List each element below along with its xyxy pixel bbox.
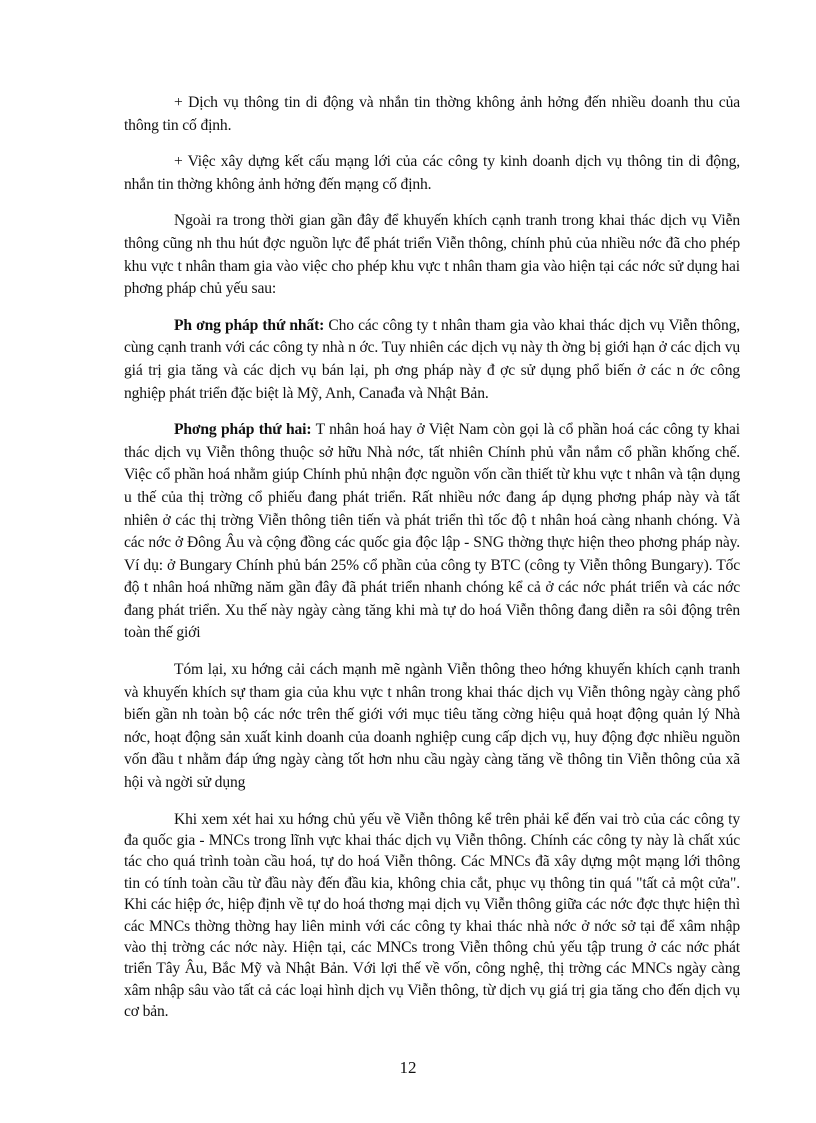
paragraph-text: Khi xem xét hai xu hớng chủ yếu về Viễn thông kể trên phải kể đến vai trò của các công ty đa quốc gia - MNCs trong lĩnh vực khai thác dịch vụ Viễn thông. Chính các công ty này là chất xúc tác cho quá trình toàn cầu hoá, tự do hoá Viễn thông. Các MNCs đã xây dựng một mạng lới thông tin có tính toàn cầu từ đầu này đến đầu kia, không chia cắt, phục vụ thông tin quá "tất cả một cửa". Khi các hiệp ớc, hiệp định về tự do hoá thơng mại dịch vụ Viễn thông giữa các nớc đợc thực hiện thì các MNCs thờng thờng hay liên minh với các công ty khai thác nhà nớc ở nớc sở tại để xâm nhập vào thị trờng các nớc này. Hiện tại, các MNCs trong Viễn thông chủ yếu tập trung ở các nớc phát triển Tây Âu, Bắc Mỹ và Nhật Bản. Với lợi thế về vốn, công nghệ, thị trờng các MNCs ngày càng xâm nhập sâu vào tất cả các loại hình dịch vụ Viễn thông, từ dịch vụ giá trị gia tăng cho đến dịch vụ cơ bản. bbox=[124, 810, 740, 1021]
paragraph-method-two bbox=[124, 419, 740, 645]
paragraph-text: + Việc xây dựng kết cấu mạng lới của các công ty kinh doanh dịch vụ thông tin di động, nhắn tin thờng không ảnh hởng đến mạng cố định. bbox=[124, 153, 740, 193]
page-number: 12 bbox=[399, 1058, 417, 1077]
paragraph-text: T nhân hoá hay ở Việt Nam còn gọi là cổ phần hoá các công ty khai thác dịch vụ Viễn thông thuộc sở hữu Nhà nớc, tất nhiên Chính phủ vẫn nắm cổ phần khống chế. Việc cổ phần hoá nhằm giúp Chính phủ nhận đợc nguồn vốn cần thiết từ khu vực t nhân và tận dụng u thế của thị trờng cổ phiếu đang phát triển. Rất nhiều nớc đang áp dụng phơng pháp này và tất nhiên ở các thị trờng Viễn thông tiên tiến và phát triển thì tốc độ t nhân hoá càng nhanh chóng. Và các nớc ở Đông Âu và cộng đồng các quốc gia độc lập - SNG thờng thực hiện theo phơng pháp này. Ví dụ: ở Bungary Chính phủ bán 25% cổ phần của công ty BTC (công ty Viễn thông Bungary). Tốc độ t nhân hoá những năm gần đây đã phát triển nhanh chóng kể cả ở các nớc phát triển và các nớc đang phát triển. Xu thế này ngày càng tăng khi mà tự do hoá Viễn thông đang diễn ra sôi động trên toàn thế giới bbox=[124, 421, 740, 642]
paragraph-text: Ngoài ra trong thời gian gần đây để khuyến khích cạnh tranh trong khai thác dịch vụ Viễn thông cũng nh thu hút đợc nguồn lực để phát triển Viễn thông, chính phủ của nhiều nớc đã cho phép khu vực t nhân tham gia vào việc cho phép khu vực t nhân tham gia vào hiện tại các nớc sử dụng hai phơng pháp chủ yếu sau: bbox=[124, 212, 740, 298]
method-two-heading: Phơng pháp thứ hai: bbox=[174, 421, 312, 439]
paragraph-mobile-services bbox=[124, 92, 740, 137]
page-body bbox=[124, 92, 740, 1037]
paragraph-text: + Dịch vụ thông tin di động và nhắn tin thờng không ảnh hởng đến nhiều doanh thu của thông tin cố định. bbox=[124, 94, 740, 134]
method-one-heading: Ph ơng pháp thứ nhất: bbox=[174, 316, 325, 334]
paragraph-mncs bbox=[124, 809, 740, 1023]
paragraph-summary bbox=[124, 659, 740, 795]
paragraph-text: Tóm lại, xu hớng cải cách mạnh mẽ ngành Viễn thông theo hớng khuyến khích cạnh tranh và khuyến khích sự tham gia của khu vực t nhân trong khai thác dịch vụ Viễn thông ngày càng phổ biến gần nh toàn bộ các nớc trên thế giới với mục tiêu tăng cờng hiệu quả hoạt động quản lý Nhà nớc, hoạt động sản xuất kinh doanh của doanh nghiệp cung cấp dịch vụ, huy động đợc nhiều nguồn vốn đầu t nhằm đáp ứng ngày càng tốt hơn nhu cầu ngày càng tăng về thông tin Viễn thông của xã hội và ngời sử dụng bbox=[124, 661, 740, 792]
paragraph-text: Cho các công ty t nhân tham gia vào khai thác dịch vụ Viễn thông, cùng cạnh tranh với các công ty nhà n ớc. Tuy nhiên các dịch vụ này th ờng bị giới hạn ở các dịch vụ giá trị gia tăng và các dịch vụ bán lại, ph ơng pháp này đ ợc sử dụng phổ biến ở các n ớc công nghiệp phát triển đặc biệt là Mỹ, Anh, Canađa và Nhật Bản. bbox=[124, 316, 740, 402]
paragraph-competition-intro bbox=[124, 210, 740, 300]
paragraph-network-structure bbox=[124, 151, 740, 196]
paragraph-method-one bbox=[124, 315, 740, 405]
